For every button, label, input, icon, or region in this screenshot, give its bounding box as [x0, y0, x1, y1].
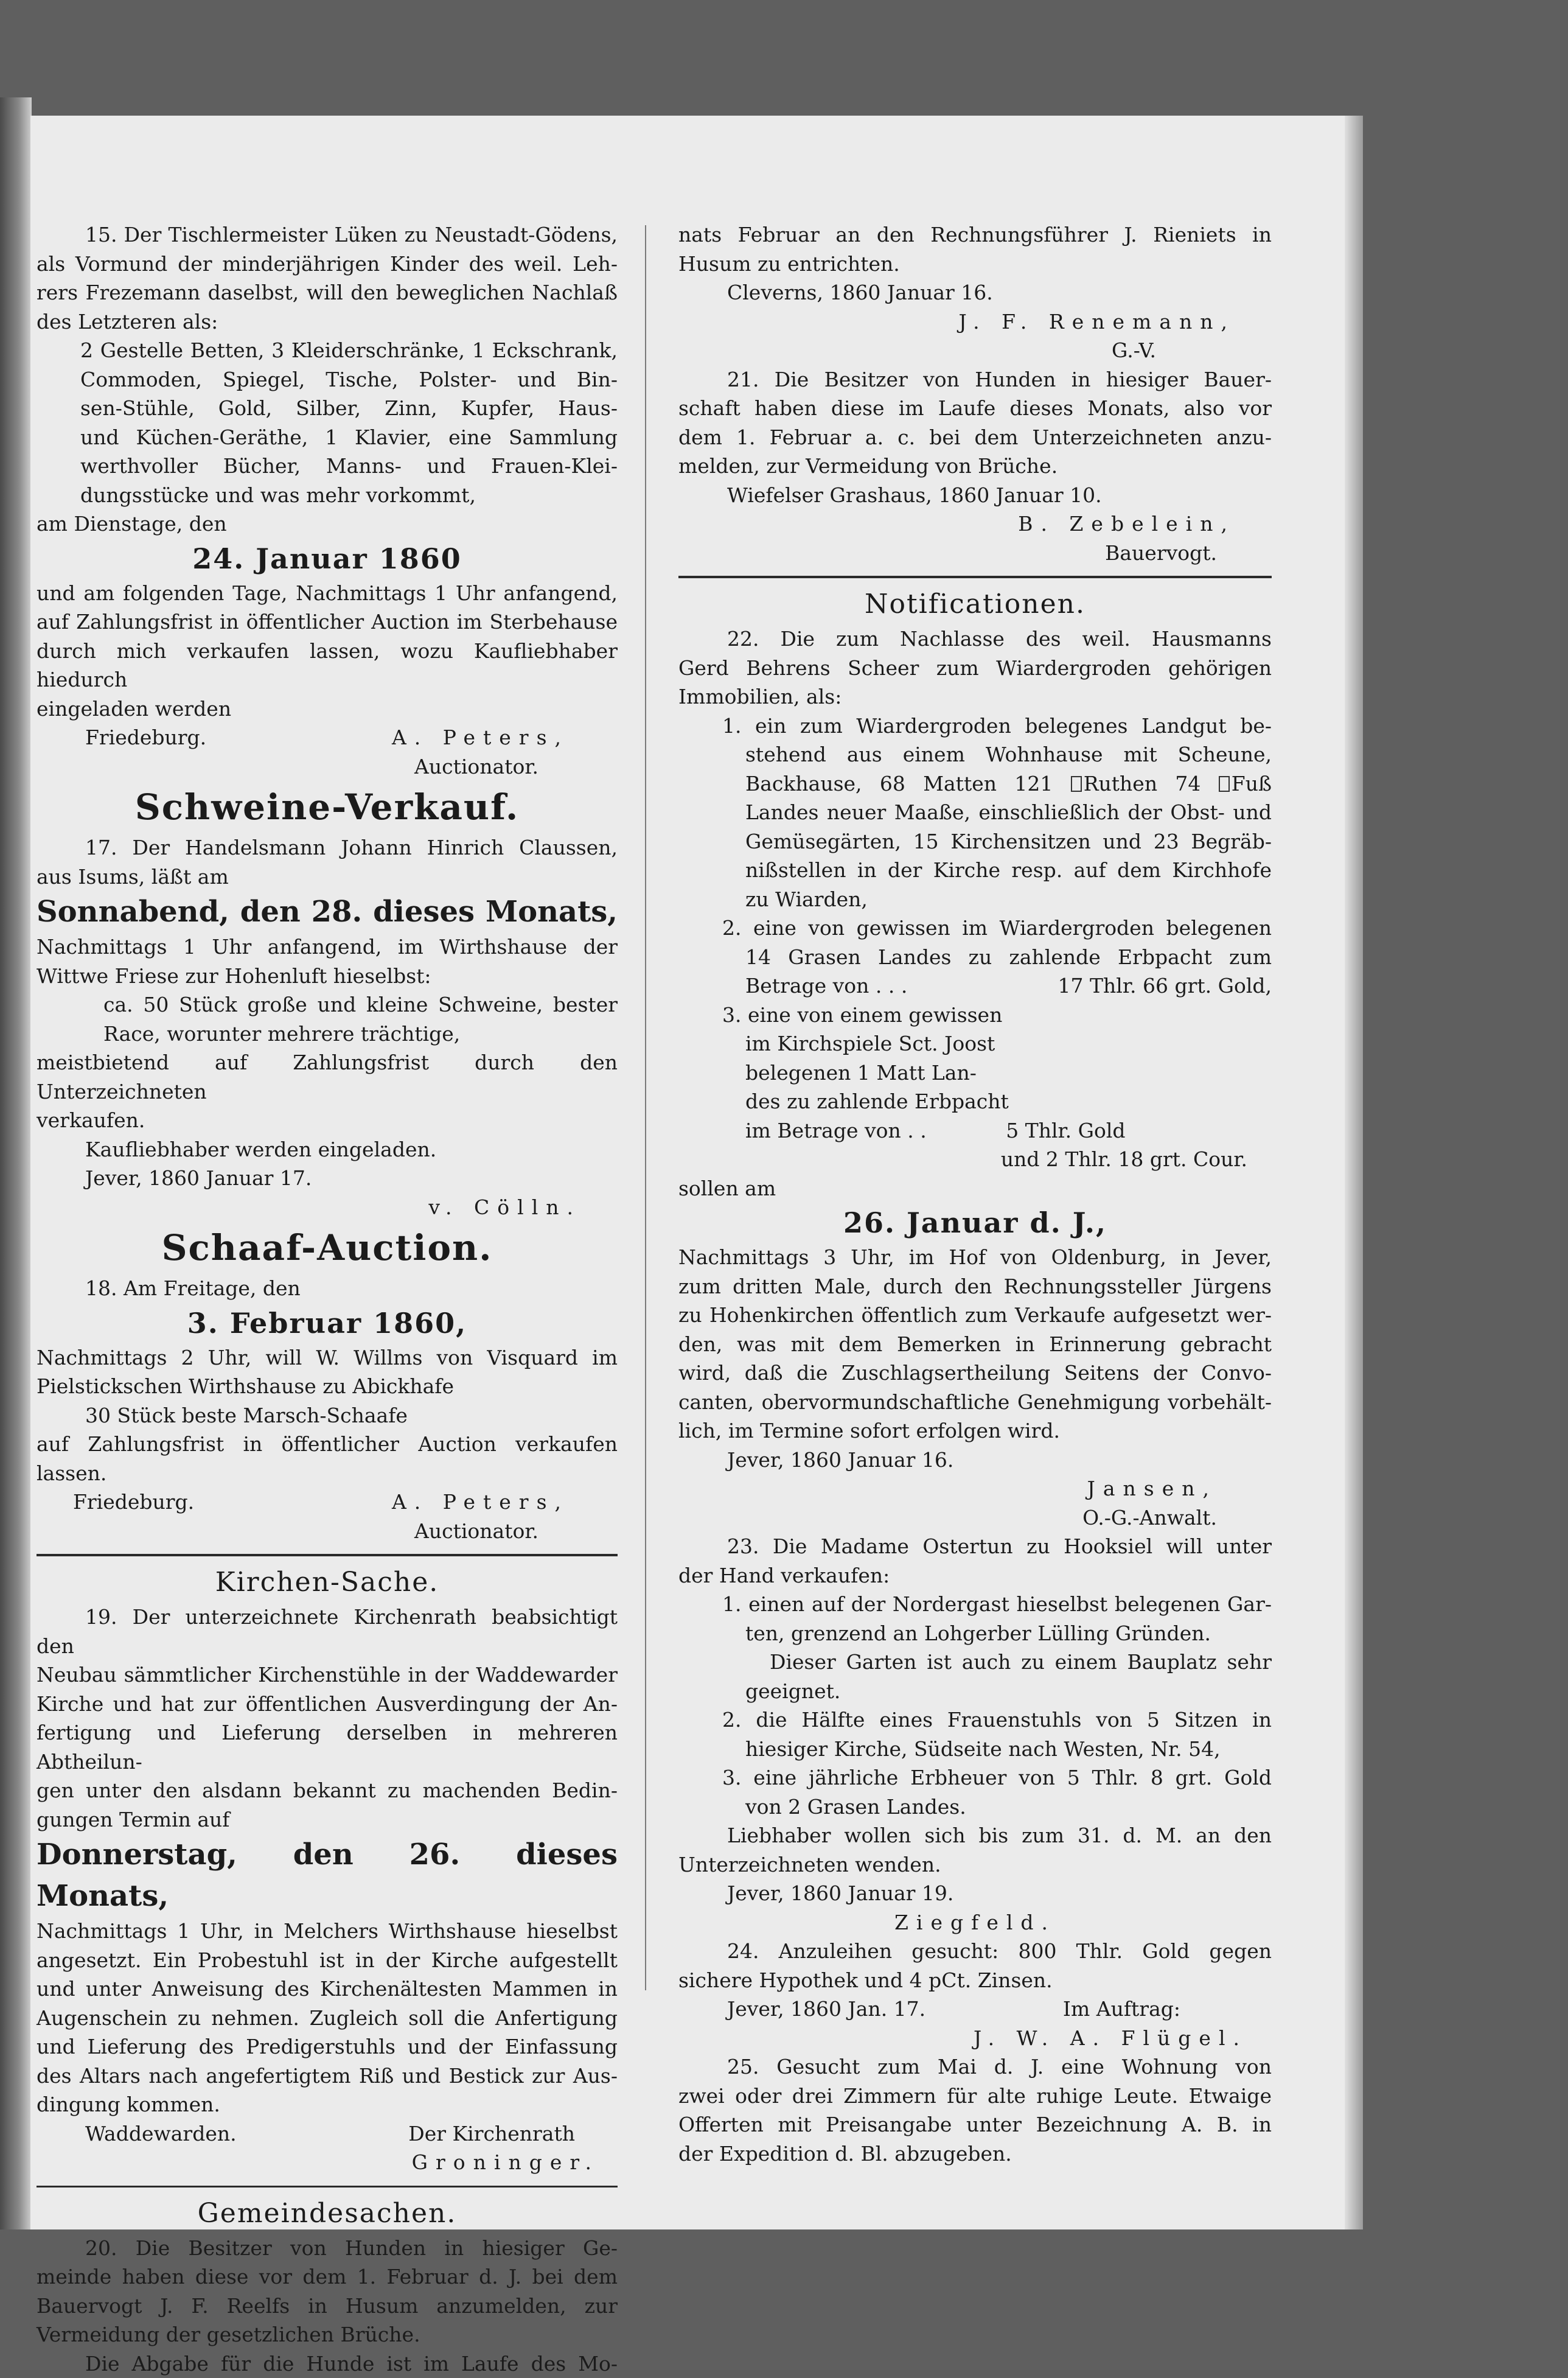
- text-line: dingung kommen.: [37, 2090, 618, 2119]
- text-line: verkaufen.: [37, 1106, 618, 1135]
- text-line: Bauervogt J. F. Reelfs in Husum anzumelden, zur: [37, 2292, 618, 2321]
- item-line: Gemüsegärten, 15 Kirchensitzen und 23 Begräb-: [678, 827, 1272, 856]
- text-line: am Dienstage, den: [37, 509, 618, 539]
- item-line: nißstellen in der Kirche resp. auf dem Kirchhofe: [678, 856, 1272, 885]
- book-spine: [0, 97, 32, 2229]
- text-line: gungen Termin auf: [37, 1805, 618, 1834]
- amount-value: und 2 Thlr. 18 grt. Cour.: [678, 1145, 1272, 1174]
- place: Waddewarden.: [37, 2119, 237, 2149]
- item-line: geeignet.: [678, 1677, 1272, 1706]
- section-rule: [37, 1554, 618, 1556]
- auction-date: Donnerstag, den 26. dieses Monats,: [37, 1834, 618, 1917]
- amount-line: [678, 1116, 1272, 1145]
- item-line: werthvoller Bücher, Manns- und Frauen-Klei-: [37, 452, 618, 481]
- notice-19: [37, 1562, 618, 2177]
- text-line: Nachmittags 1 Uhr anfangend, im Wirthshause der: [37, 932, 618, 962]
- text-line: der Hand verkaufen:: [678, 1561, 1272, 1590]
- place: Friedeburg.: [37, 1488, 194, 1517]
- item-line: hiesiger Kirche, Südseite nach Westen, Nr. 54,: [678, 1735, 1272, 1764]
- measure-part: Fuß: [1232, 772, 1272, 796]
- text-line: lich, im Termine sofort erfolgen wird.: [678, 1416, 1272, 1446]
- item-line: stehend aus einem Wohnhause mit Scheune,: [678, 740, 1272, 769]
- text-line: meinde haben diese vor dem 1. Februar d. J. bei dem: [37, 2262, 618, 2292]
- text-line: des Altars nach angefertigtem Riß und Bestick zur Aus-: [37, 2062, 618, 2091]
- text-line: 20. Die Besitzer von Hunden in hiesiger Ge-: [37, 2234, 618, 2263]
- signature-line: [37, 723, 618, 752]
- amount-label: Betrage von . . .: [745, 971, 907, 1001]
- section-title: Schaaf-Auction.: [37, 1222, 618, 1274]
- text-line: zum dritten Male, durch den Rechnungssteller Jürgens: [678, 1272, 1272, 1301]
- text-line: meistbietend auf Zahlungsfrist durch den Unterzeichneten: [37, 1048, 618, 1106]
- signer: Jansen,: [678, 1474, 1272, 1503]
- item-line: ten, grenzend an Lohgerber Lülling Gründen.: [678, 1619, 1272, 1648]
- text-line: Kaufliebhaber werden eingeladen.: [37, 1135, 618, 1164]
- item-line: 14 Grasen Landes zu zahlende Erbpacht zum: [678, 943, 1272, 972]
- text-line: auf Zahlungsfrist in öffentlicher Auction verkaufen lassen.: [37, 1430, 618, 1488]
- text-line: sichere Hypothek und 4 pCt. Zinsen.: [678, 1966, 1272, 1995]
- section-title: Schweine-Verkauf.: [37, 781, 618, 833]
- page-edge: [1345, 116, 1363, 2229]
- item-line: im Kirchspiele Sct. Joost: [678, 1029, 1272, 1058]
- text-line: Nachmittags 2 Uhr, will W. Willms von Visquard im: [37, 1343, 618, 1373]
- date-line: Jever, 1860 Januar 17.: [37, 1164, 618, 1193]
- item-line: 1. ein zum Wiardergroden belegenes Landgut be-: [678, 712, 1272, 741]
- signer-role: Auctionator.: [37, 1517, 618, 1546]
- text-line: Wittwe Friese zur Hohenluft hieselbst:: [37, 962, 618, 991]
- text-line: 17. Der Handelsmann Johann Hinrich Claussen,: [37, 833, 618, 862]
- item-line: ca. 50 Stück große und kleine Schweine, bester: [37, 990, 618, 1019]
- text-line: Liebhaber wollen sich bis zum 31. d. M. an den: [678, 1821, 1272, 1850]
- item-line: 2 Gestelle Betten, 3 Kleiderschränke, 1 Eckschrank,: [37, 336, 618, 365]
- place: Friedeburg.: [37, 723, 206, 752]
- text-line: sollen am: [678, 1174, 1272, 1203]
- text-line: Neubau sämmtlicher Kirchenstühle in der Waddewarder: [37, 1660, 618, 1690]
- text-line: fertigung und Lieferung derselben in mehreren Abtheilun-: [37, 1718, 618, 1776]
- date-line: Cleverns, 1860 Januar 16.: [678, 278, 1272, 307]
- square-symbol: [1219, 776, 1230, 792]
- auction-date: Sonnabend, den 28. dieses Monats,: [37, 891, 618, 932]
- auction-date: 26. Januar d. J.,: [678, 1203, 1272, 1243]
- text-line: melden, zur Vermeidung von Brüche.: [678, 452, 1272, 481]
- signer: Groninger.: [37, 2148, 618, 2177]
- text-line: Unterzeichneten wenden.: [678, 1850, 1272, 1880]
- signer-role: Bauervogt.: [678, 539, 1272, 568]
- text-line: eingeladen werden: [37, 694, 618, 724]
- section-rule: [678, 576, 1272, 578]
- notice-17: [37, 781, 618, 1222]
- amount-value: 5 Thlr. Gold: [1006, 1119, 1125, 1142]
- section-rule: [37, 2186, 618, 2187]
- item-line: Dieser Garten ist auch zu einem Bauplatz sehr: [678, 1648, 1272, 1677]
- text-line: und Lieferung des Predigerstuhls und der Einfassung: [37, 2032, 618, 2062]
- item-line: belegenen 1 Matt Lan-: [678, 1058, 1272, 1088]
- text-line: rers Frezemann daselbst, will den beweglichen Nachlaß: [37, 278, 618, 307]
- signer: J. W. A. Flügel.: [678, 2024, 1272, 2053]
- text-line: Offerten mit Preisangabe unter Bezeichnung A. B. in: [678, 2110, 1272, 2139]
- notice-25: [678, 2052, 1272, 2168]
- amount-line: [678, 971, 1272, 1001]
- item-line: 3. eine von einem gewissen: [678, 1001, 1272, 1030]
- text-line: 15. Der Tischlermeister Lüken zu Neustadt-Gödens,: [37, 220, 618, 250]
- signer-role: Auctionator.: [37, 752, 618, 782]
- section-title: Notificationen.: [678, 584, 1272, 624]
- notice-23: [678, 1532, 1272, 1937]
- notice-18: [37, 1222, 618, 1545]
- item-line: Landes neuer Maaße, einschließlich der Obst- und: [678, 798, 1272, 827]
- item-line: [678, 769, 1272, 799]
- text-line: gen unter den alsdann bekannt zu machenden Bedin-: [37, 1776, 618, 1805]
- notice-24: [678, 1937, 1272, 2052]
- text-line: Nachmittags 1 Uhr, in Melchers Wirthshause hieselbst: [37, 1917, 618, 1946]
- item-line: Race, worunter mehrere trächtige,: [37, 1019, 618, 1049]
- text-line: wird, daß die Zuschlagsertheilung Seitens der Convo-: [678, 1359, 1272, 1388]
- square-symbol: [1071, 776, 1082, 792]
- item-line: 3. eine jährliche Erbheuer von 5 Thlr. 8 grt. Gold: [678, 1763, 1272, 1792]
- signature-line: [37, 2119, 618, 2149]
- text-line: auf Zahlungsfrist in öffentlicher Auction im Sterbehause: [37, 607, 618, 637]
- signer: v. Cölln.: [37, 1193, 618, 1222]
- text-line: Augenschein zu nehmen. Zugleich soll die Anfertigung: [37, 2004, 618, 2033]
- text-line: und unter Anweisung des Kirchenältesten Mammen in: [37, 1974, 618, 2004]
- auction-date: 24. Januar 1860: [37, 539, 618, 579]
- text-line: schaft haben diese im Laufe dieses Monats, also vor: [678, 394, 1272, 423]
- section-title: Kirchen-Sache.: [37, 1562, 618, 1603]
- section-title: Gemeindesachen.: [37, 2194, 618, 2234]
- text-line: durch mich verkaufen lassen, wozu Kaufliebhaber hiedurch: [37, 637, 618, 694]
- auftrag: Im Auftrag:: [1063, 1995, 1272, 2024]
- right-column: [678, 220, 1272, 2168]
- text-line: Nachmittags 3 Uhr, im Hof von Oldenburg, in Jever,: [678, 1243, 1272, 1272]
- signature-line: [37, 1488, 618, 1517]
- notice-21: [678, 365, 1272, 568]
- item-line: und Küchen-Geräthe, 1 Klavier, eine Sammlung: [37, 423, 618, 452]
- text-line: 21. Die Besitzer von Hunden in hiesiger Bauer-: [678, 365, 1272, 394]
- text-line: 18. Am Freitage, den: [37, 1274, 618, 1303]
- text-line: als Vormund der minderjährigen Kinder des weil. Leh-: [37, 250, 618, 279]
- text-line: zwei oder drei Zimmern für alte ruhige Leute. Etwaige: [678, 2082, 1272, 2111]
- text-line: Pielstickschen Wirthshause zu Abickhafe: [37, 1372, 618, 1401]
- signer: Der Kirchenrath: [408, 2119, 618, 2149]
- date-line: Jever, 1860 Januar 19.: [678, 1879, 1272, 1908]
- text-line: canten, obervormundschaftliche Genehmigung vorbehält-: [678, 1388, 1272, 1417]
- text-line: angesetzt. Ein Probestuhl ist in der Kirche aufgestellt: [37, 1946, 618, 1975]
- text-line: dem 1. Februar a. c. bei dem Unterzeichneten anzu-: [678, 423, 1272, 452]
- text-line: Gerd Behrens Scheer zum Wiardergroden gehörigen: [678, 654, 1272, 683]
- text-line: aus Isums, läßt am: [37, 862, 618, 892]
- notice-15: [37, 220, 618, 781]
- text-line: Die Abgabe für die Hunde ist im Laufe des Mo-: [37, 2349, 618, 2378]
- signer-role: G.-V.: [678, 336, 1272, 365]
- notice-22: [678, 624, 1272, 1532]
- text-line: der Expedition d. Bl. abzugeben.: [678, 2139, 1272, 2169]
- text-line: 25. Gesucht zum Mai d. J. eine Wohnung von: [678, 2052, 1272, 2082]
- item-line: Commoden, Spiegel, Tische, Polster- und Bin-: [37, 365, 618, 394]
- column-divider: [645, 225, 646, 1990]
- text-line: Husum zu entrichten.: [678, 250, 1272, 279]
- notice-20: [37, 2194, 618, 2378]
- notice-20-continued: [678, 220, 1272, 365]
- text-line: 24. Anzuleihen gesucht: 800 Thlr. Gold gegen: [678, 1937, 1272, 1966]
- date-line: Jever, 1860 Januar 16.: [678, 1446, 1272, 1475]
- date-line: Wiefelser Grashaus, 1860 Januar 10.: [678, 481, 1272, 510]
- text-line: des Letzteren als:: [37, 307, 618, 337]
- text-line: den, was mit dem Bemerken in Erinnerung gebracht: [678, 1330, 1272, 1359]
- text-line: Kirche und hat zur öffentlichen Ausverdingung der An-: [37, 1690, 618, 1719]
- item-line: zu Wiarden,: [678, 885, 1272, 914]
- signer: J. F. Renemann,: [678, 307, 1272, 337]
- text-line: Immobilien, als:: [678, 682, 1272, 712]
- text-line: 23. Die Madame Ostertun zu Hooksiel will unter: [678, 1532, 1272, 1561]
- item-line: des zu zahlende Erbpacht: [678, 1087, 1272, 1116]
- left-column: [37, 220, 618, 2378]
- text-line: 19. Der unterzeichnete Kirchenrath beabsichtigt den: [37, 1603, 618, 1660]
- item-line: sen-Stühle, Gold, Silber, Zinn, Kupfer, Haus-: [37, 394, 618, 423]
- measure-part: Ruthen 74: [1084, 772, 1201, 796]
- item-line: 2. die Hälfte eines Frauenstuhls von 5 Sitzen in: [678, 1705, 1272, 1735]
- signer: B. Zebelein,: [678, 509, 1272, 539]
- item-line: 30 Stück beste Marsch-Schaafe: [37, 1401, 618, 1430]
- text-line: und am folgenden Tage, Nachmittags 1 Uhr anfangend,: [37, 579, 618, 608]
- signer-role: O.-G.-Anwalt.: [678, 1503, 1272, 1533]
- date: Jever, 1860 Jan. 17.: [678, 1995, 925, 2024]
- text-line: 22. Die zum Nachlasse des weil. Hausmanns: [678, 624, 1272, 654]
- item-line: 2. eine von gewissen im Wiardergroden belegenen: [678, 914, 1272, 943]
- item-line: 1. einen auf der Nordergast hieselbst belegenen Gar-: [678, 1590, 1272, 1619]
- text-line: zu Hohenkirchen öffentlich zum Verkaufe aufgesetzt wer-: [678, 1301, 1272, 1330]
- text-line: Vermeidung der gesetzlichen Brüche.: [37, 2320, 618, 2349]
- item-line: von 2 Grasen Landes.: [678, 1792, 1272, 1822]
- measure-part: Backhause, 68 Matten 121: [745, 772, 1053, 796]
- auction-date: 3. Februar 1860,: [37, 1303, 618, 1343]
- amount-value: 17 Thlr. 66 grt. Gold,: [1058, 971, 1272, 1001]
- text-line: nats Februar an den Rechnungsführer J. Rieniets in: [678, 220, 1272, 250]
- signer: A. Peters,: [392, 723, 618, 752]
- signer: A. Peters,: [392, 1488, 618, 1517]
- date-line: [678, 1995, 1272, 2024]
- item-line: dungsstücke und was mehr vorkommt,: [37, 481, 618, 510]
- signer: Ziegfeld.: [678, 1908, 1272, 1937]
- amount-label: im Betrage von . .: [745, 1119, 927, 1142]
